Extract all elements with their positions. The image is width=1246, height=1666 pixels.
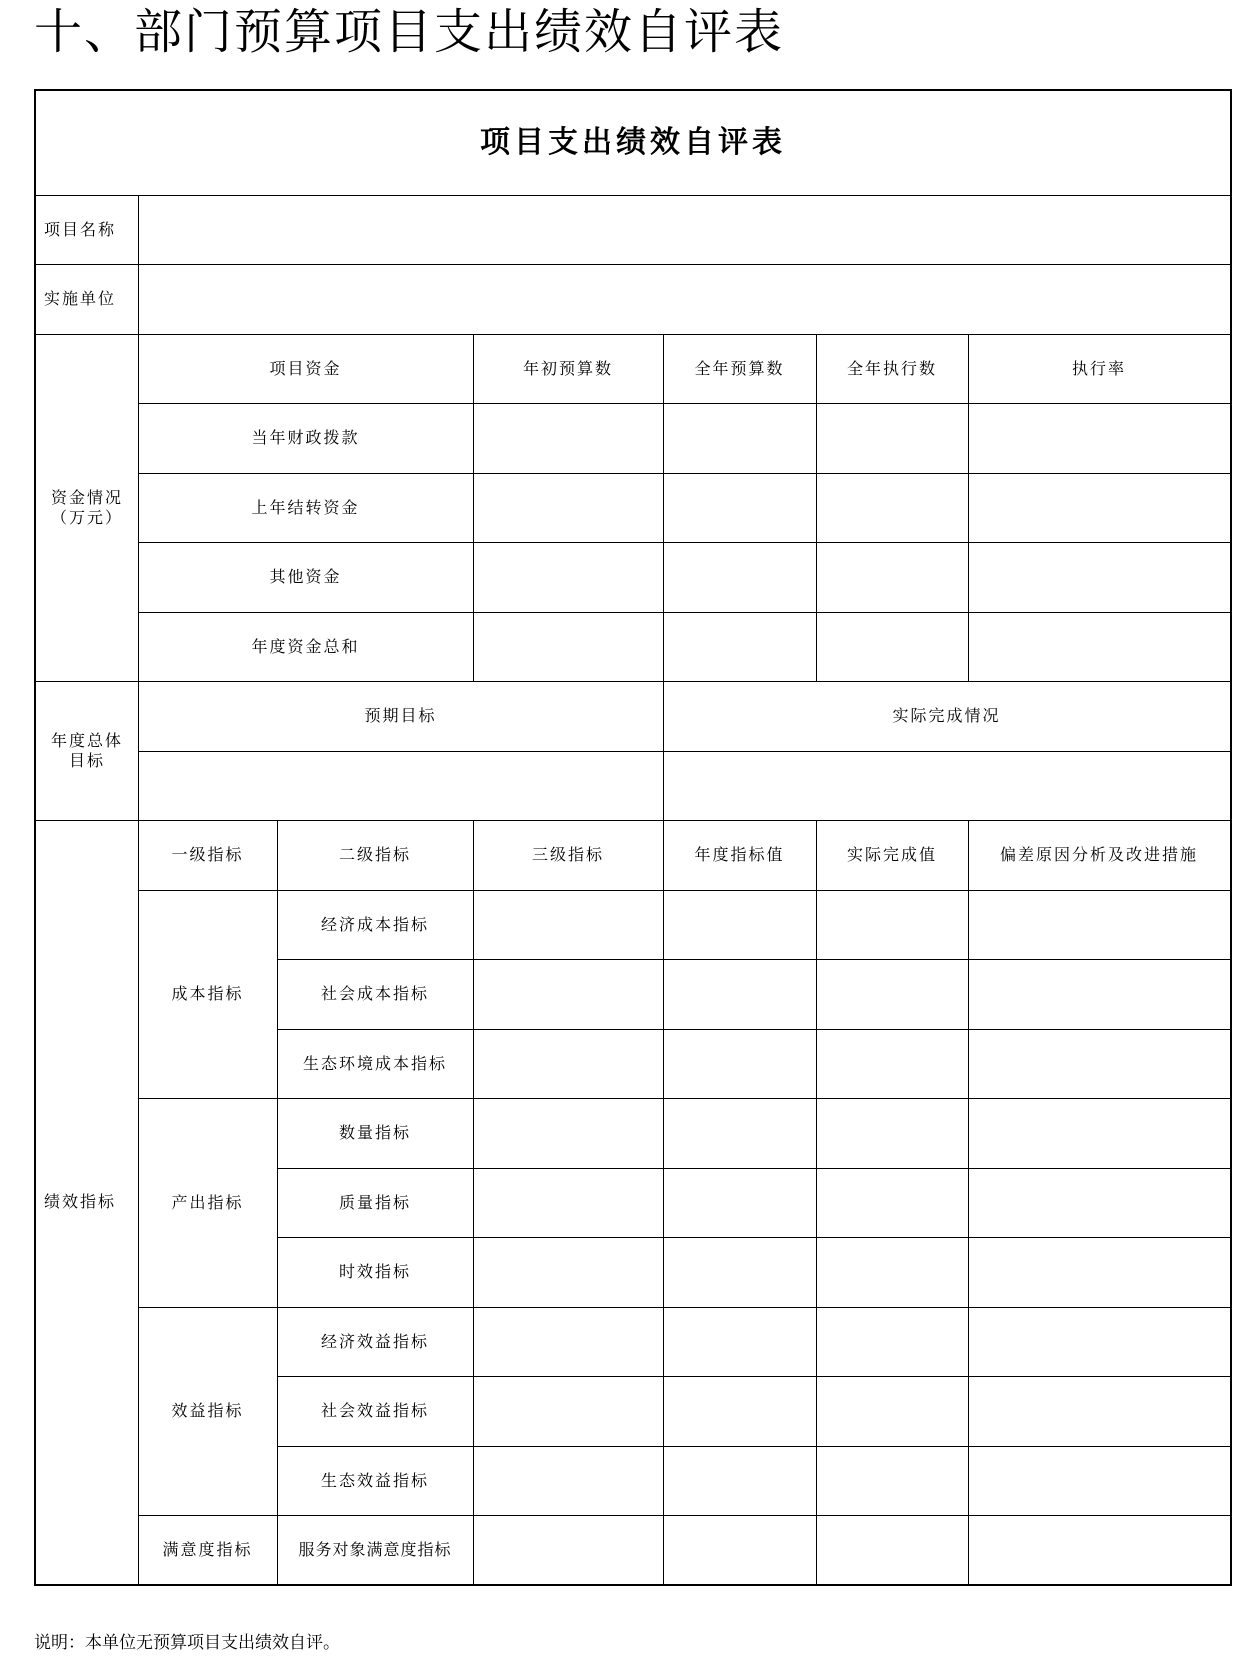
footnote: 说明：本单位无预算项目支出绩效自评。 (34, 1633, 340, 1653)
funds-header-execution-rate: 执行率 (1071, 358, 1126, 378)
funds-header-annual-budget: 全年预算数 (694, 358, 785, 378)
funds-header-initial-budget: 年初预算数 (522, 358, 613, 378)
funds-row-label: 上年结转资金 (251, 497, 360, 517)
performance-section-label: 绩效指标 (44, 1192, 117, 1211)
funds-row-label: 当年财政拨款 (251, 428, 360, 447)
perf-level2-item: 生态效益指标 (320, 1470, 429, 1490)
perf-header-level1: 一级指标 (171, 845, 244, 864)
actual-completion-label: 实际完成情况 (892, 706, 1001, 725)
funds-row-label: 其他资金 (269, 567, 342, 586)
expected-goal-label: 预期目标 (364, 706, 437, 725)
perf-level2-item: 经济成本指标 (320, 914, 429, 934)
column-divider (663, 820, 664, 1584)
perf-level1-output: 产出指标 (171, 1192, 244, 1212)
column-divider (968, 820, 969, 1584)
perf-header-deviation-analysis: 偏差原因分析及改进措施 (999, 845, 1198, 864)
expected-goal-value[interactable] (138, 751, 663, 820)
column-divider (473, 820, 474, 1584)
perf-header-annual-target: 年度指标值 (694, 845, 785, 864)
perf-level2-item: 经济效益指标 (320, 1331, 429, 1351)
perf-level2-item: 时效指标 (338, 1262, 411, 1281)
funds-section-label: 资金情况 （万元） (50, 487, 123, 527)
page-title: 十、部门预算项目支出绩效自评表 (34, 4, 785, 60)
table-title: 项目支出绩效自评表 (480, 125, 786, 160)
implementing-unit-label: 实施单位 (44, 289, 117, 308)
perf-level2-item: 服务对象满意度指标 (298, 1539, 452, 1559)
project-name-value[interactable] (139, 195, 1230, 264)
perf-level1-benefit: 效益指标 (171, 1401, 244, 1420)
perf-level2-item: 社会成本指标 (320, 984, 429, 1003)
funds-header-project-funds: 项目资金 (269, 358, 342, 378)
column-divider (816, 820, 817, 1584)
perf-level1-cost: 成本指标 (171, 984, 244, 1003)
perf-header-actual-value: 实际完成值 (846, 845, 937, 864)
perf-level1-satisfaction: 满意度指标 (162, 1539, 253, 1559)
perf-level2-item: 数量指标 (338, 1123, 411, 1142)
funds-row-label: 年度资金总和 (251, 636, 360, 656)
funds-header-annual-execution: 全年执行数 (846, 358, 937, 378)
perf-level2-item: 质量指标 (338, 1192, 411, 1212)
perf-header-level3: 三级指标 (531, 845, 604, 864)
perf-header-level2: 二级指标 (338, 845, 411, 864)
goals-section-label: 年度总体 目标 (50, 730, 123, 770)
perf-level2-item: 社会效益指标 (320, 1401, 429, 1420)
self-evaluation-table (34, 89, 1232, 1586)
actual-completion-value[interactable] (663, 751, 1230, 820)
project-name-label: 项目名称 (44, 219, 117, 239)
implementing-unit-value[interactable] (139, 264, 1230, 334)
perf-level2-item: 生态环境成本指标 (302, 1053, 447, 1073)
